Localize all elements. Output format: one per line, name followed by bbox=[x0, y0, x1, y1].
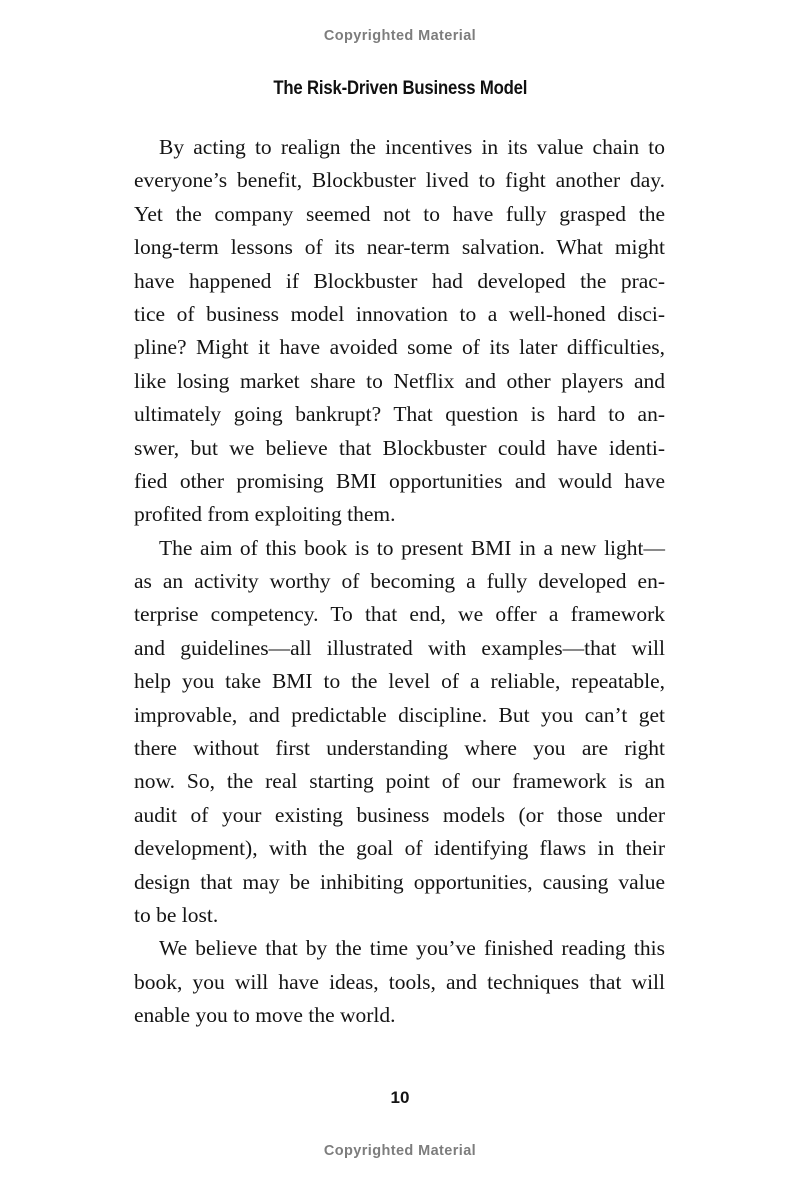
text-line: enable you to move the world. bbox=[134, 1003, 396, 1028]
paragraph bbox=[134, 932, 665, 1032]
text-line: and guidelines—all illustrated with examples—that will bbox=[134, 635, 665, 660]
body-text bbox=[134, 131, 665, 1033]
text-line: help you take BMI to the level of a reliable, repeatable, bbox=[134, 669, 665, 694]
paragraph bbox=[134, 532, 665, 933]
text-line: The aim of this book is to present BMI in a new light— bbox=[159, 535, 665, 560]
text-line: development), with the goal of identifying flaws in their bbox=[134, 836, 665, 861]
text-line: as an activity worthy of becoming a fully developed en- bbox=[134, 569, 665, 594]
text-line: like losing market share to Netflix and other players and bbox=[134, 368, 665, 393]
copyright-notice-top: Copyrighted Material bbox=[323, 28, 477, 44]
text-line: book, you will have ideas, tools, and techniques that will bbox=[134, 969, 665, 994]
text-line: pline? Might it have avoided some of its later difficulties, bbox=[134, 335, 665, 360]
text-line: tice of business model innovation to a well-honed disci- bbox=[134, 301, 665, 326]
page-number: 10 bbox=[390, 1088, 410, 1107]
running-head: The Risk-Driven Business Model bbox=[273, 78, 527, 99]
paragraph bbox=[134, 131, 665, 532]
text-line: fied other promising BMI opportunities and would have bbox=[134, 468, 665, 493]
text-line: Yet the company seemed not to have fully grasped the bbox=[134, 201, 665, 226]
text-line: terprise competency. To that end, we offer a framework bbox=[134, 602, 665, 627]
running-head-container bbox=[0, 78, 800, 100]
text-line: audit of your existing business models (or those under bbox=[134, 802, 665, 827]
text-line: design that may be inhibiting opportunities, causing value bbox=[134, 869, 665, 894]
text-line: improvable, and predictable discipline. But you can’t get bbox=[134, 702, 665, 727]
text-line: to be lost. bbox=[134, 902, 219, 927]
text-line: profited from exploiting them. bbox=[134, 502, 396, 527]
text-line: By acting to realign the incentives in its value chain to bbox=[159, 135, 665, 159]
text-line: swer, but we believe that Blockbuster could have identi- bbox=[134, 435, 665, 460]
text-line: there without first understanding where you are right bbox=[134, 736, 665, 761]
text-line: ultimately going bankrupt? That question is hard to an- bbox=[134, 402, 665, 427]
text-line: long-term lessons of its near-term salvation. What might bbox=[134, 235, 665, 260]
text-line: have happened if Blockbuster had developed the prac- bbox=[134, 268, 665, 293]
text-line: everyone’s benefit, Blockbuster lived to fight another day. bbox=[134, 168, 665, 193]
copyright-notice-bottom: Copyrighted Material bbox=[323, 1143, 477, 1159]
text-line: We believe that by the time you’ve finished reading this bbox=[159, 936, 665, 961]
text-line: now. So, the real starting point of our framework is an bbox=[134, 769, 665, 794]
